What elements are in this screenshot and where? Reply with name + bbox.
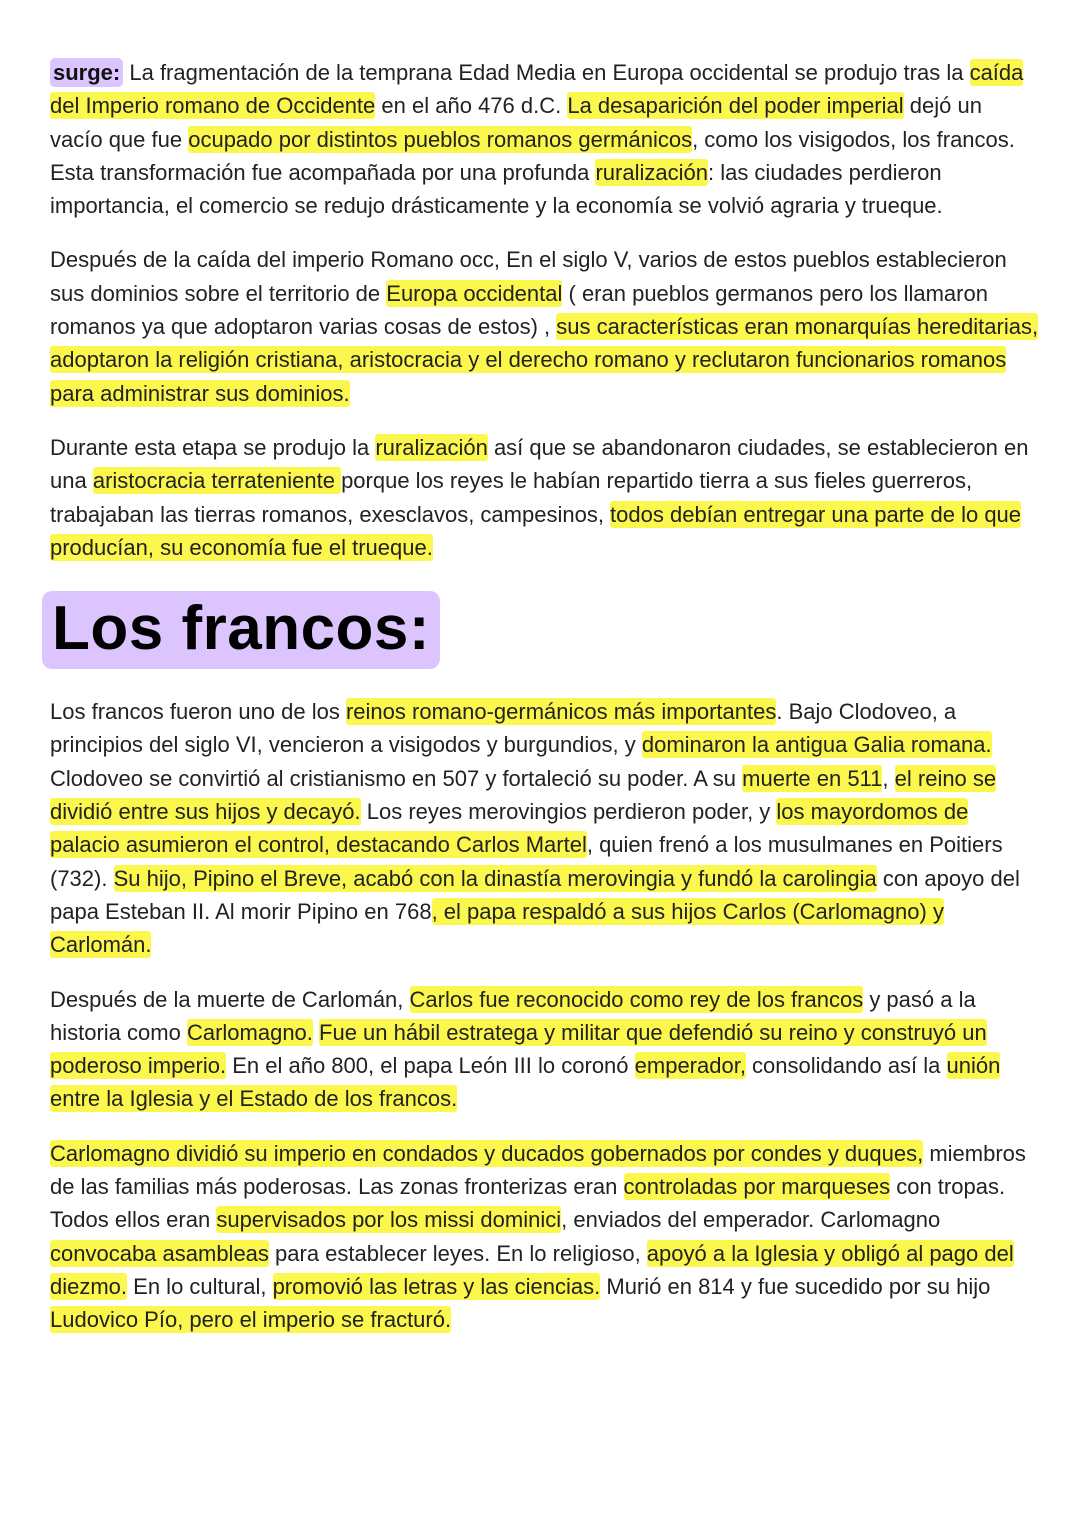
text-run: Clodoveo se convirtió al cristianismo en 507 y fortaleció su poder. A su [50,765,743,791]
text-run: En el año 800, el papa León III lo coronó [226,1053,635,1079]
text-run: así que se abandonaron ciudades, se establecieron en una [50,434,1029,494]
text-run: Después de la caída del imperio Romano occ, En el siglo V, varios de estos pueblos establecieron sus dominios sobre el territorio de [50,247,1007,306]
text-run: , enviados del emperador. Carlomagno [561,1207,941,1233]
surge-tag: surge: [50,58,123,87]
highlight: Europa occidental [386,280,563,306]
text-run: Después de la muerte de Carlomán, [50,986,410,1012]
highlight: aristocracia terrateniente [92,468,342,494]
intro-paragraph-1 [50,56,1040,222]
text-run: y pasó a la historia como [50,986,976,1045]
highlight: supervisados por los missi dominici [216,1207,562,1233]
text-run: ( eran pueblos germanos pero los llamaron romanos ya que adoptaron varias cosas de estos) , [50,280,988,340]
section-heading: Los francos: [42,591,440,669]
text-run: con apoyo del papa Esteban II. Al morir Pipino en 768 [50,865,1020,924]
text-run: porque los reyes le habían repartido tierra a sus fieles guerreros, trabajaban las tierras romanos, exesclavos, campesinos, [50,468,973,527]
highlight: unión entre la Iglesia y el Estado de los francos. [50,1053,1001,1112]
highlight: La desaparición del poder imperial [567,93,904,119]
highlight: promovió las letras y las ciencias. [272,1273,601,1299]
highlight: ruralización [595,159,708,185]
highlight: todos debían entregar una parte de lo que producían, su economía fue el trueque. [50,501,1022,560]
highlight: Ludovico Pío, pero el imperio se fracturó. [50,1307,452,1333]
francos-paragraph-3 [50,1137,1040,1337]
highlight: emperador, [634,1053,746,1079]
text-run: La fragmentación de la temprana Edad Media en Europa occidental se produjo tras la [123,60,970,85]
highlight: Su hijo, Pipino el Breve, acabó con la dinastía merovingia y fundó la carolingia [113,865,877,891]
text-run: , [882,765,895,791]
highlight: apoyó a la Iglesia y obligó al pago del diezmo. [50,1240,1014,1299]
highlight: reinos romano-germánicos más importantes [345,699,777,725]
highlight: ocupado por distintos pueblos romanos germánicos [188,126,693,152]
text-run: Durante esta etapa se produjo la [50,434,376,460]
highlight: Carlomagno. [186,1019,313,1045]
text-run: con tropas. Todos ellos eran [50,1174,1006,1233]
text-run: consolidando así la [745,1053,947,1079]
highlight: los mayordomos de palacio asumieron el control, destacando Carlos Martel [50,799,969,858]
text-run: . Bajo Clodoveo, a principios del siglo VI, vencieron a visigodos y burgundios, y [50,699,957,758]
intro-paragraph-3 [50,431,1040,564]
text-run: : las ciudades perdieron importancia, el comercio se redujo drásticamente y la economía se volvió agraria y trueque. [50,159,943,219]
text-run: para establecer leyes. En lo religioso, [268,1240,647,1266]
highlight: Carlomagno dividió su imperio en condados y ducados gobernados por condes y duques, [50,1140,924,1166]
francos-paragraph-1 [50,695,1040,961]
text-run: Los reyes merovingios perdieron poder, y [360,799,777,825]
highlight: sus características eran monarquías hereditarias, adoptaron la religión cristiana, aristocracia y el derecho romano y reclutaron funcionarios romanos para administrar sus dominios. [50,314,1039,406]
highlight: muerte en 511 [742,765,883,791]
text-run: Los francos fueron uno de los [50,699,346,725]
highlight: Carlos fue reconocido como rey de los francos [409,986,864,1012]
text-run: en el año 476 d.C. [375,93,568,119]
text-run: miembros de las familias más poderosas. Las zonas fronterizas eran [50,1140,1026,1200]
text-run: Murió en 814 y fue sucedido por su hijo [600,1273,991,1299]
highlight: controladas por marqueses [623,1174,891,1200]
text-run: , quien frenó a los musulmanes en Poitiers (732). [50,832,1003,891]
text-run: En lo cultural, [127,1273,273,1299]
highlight: convocaba asambleas [50,1240,269,1266]
highlight: ruralización [375,434,488,460]
highlight: caída del Imperio romano de Occidente [50,60,1024,119]
highlight: dominaron la antigua Galia romana. [641,732,992,758]
highlight: Fue un hábil estratega y militar que defendió su reino y construyó un poderoso imperio. [50,1019,987,1079]
highlight: , el papa respaldó a sus hijos Carlos (Carlomagno) y Carlomán. [50,898,944,958]
intro-paragraph-2 [50,243,1040,409]
francos-paragraph-2 [50,983,1040,1116]
text-run: , como los visigodos, los francos. Esta transformación fue acompañada por una profunda [50,126,1015,185]
text-run: dejó un vacío que fue [50,93,982,152]
highlight: el reino se dividió entre sus hijos y decayó. [50,765,997,825]
